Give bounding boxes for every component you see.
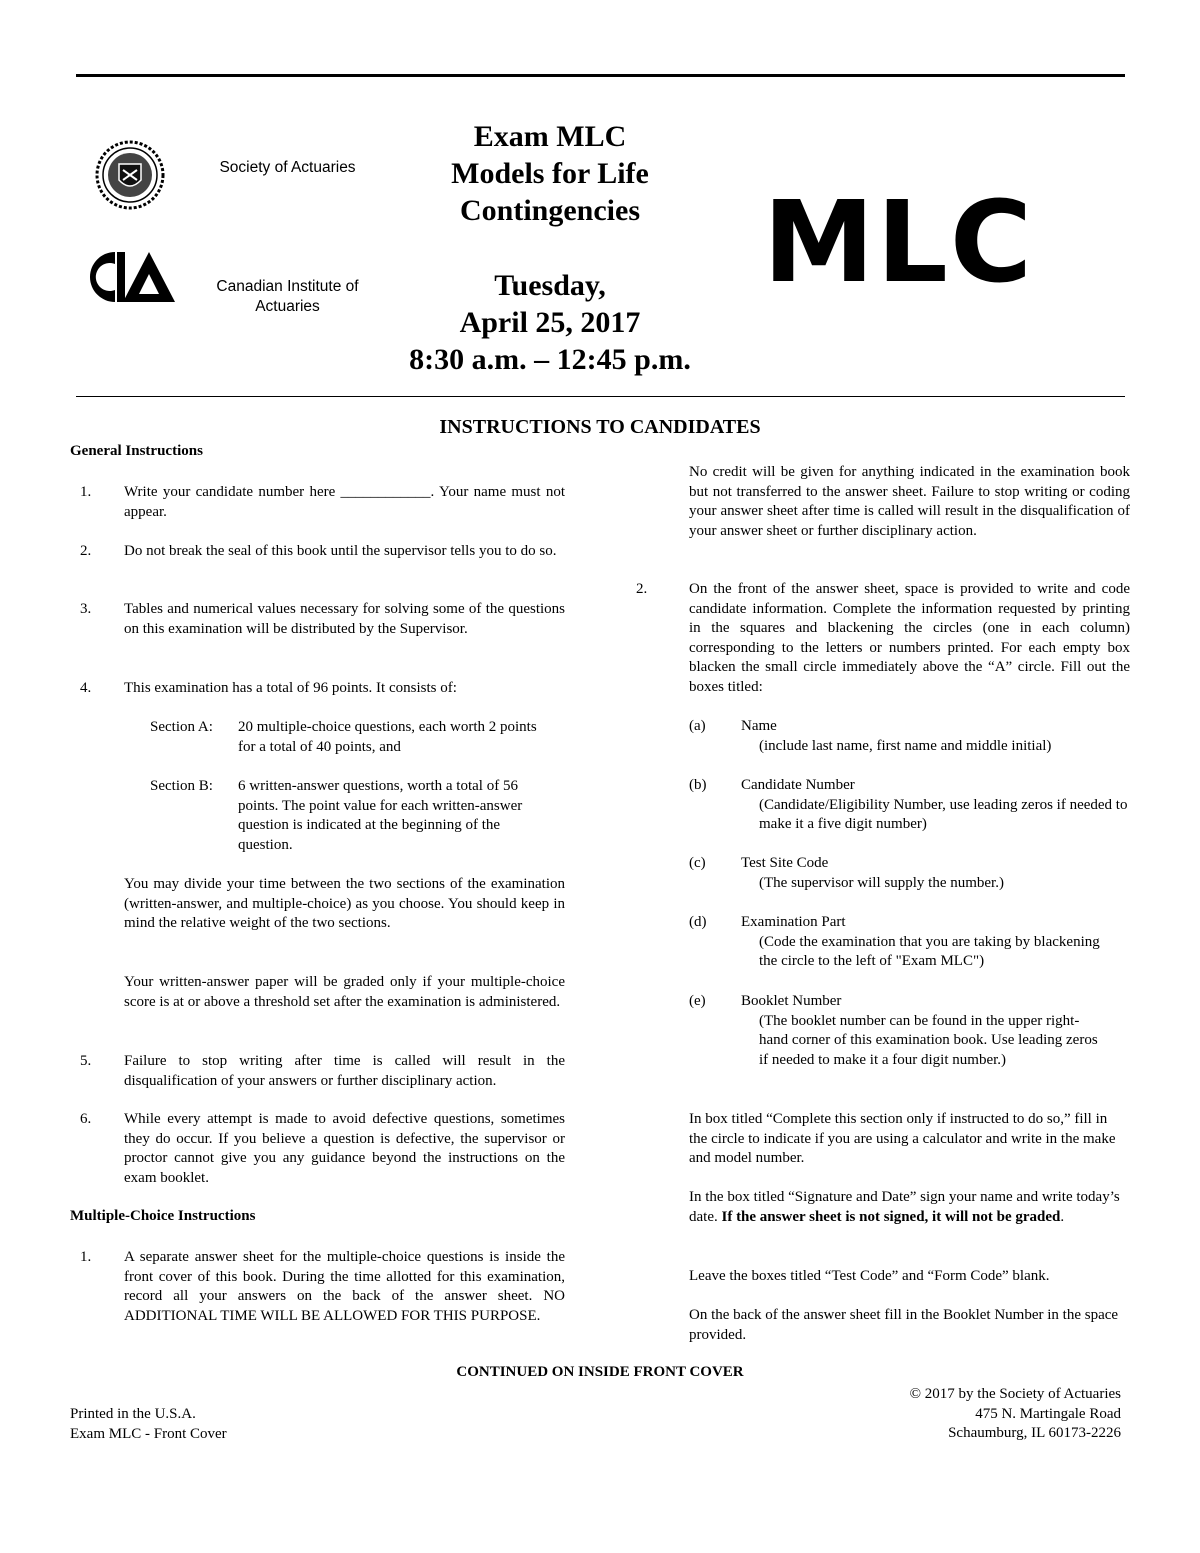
address-street: 475 N. Martingale Road bbox=[975, 1405, 1121, 1422]
mc-item-1 bbox=[70, 1248, 565, 1326]
box-e bbox=[689, 992, 1129, 1070]
page-label: Exam MLC - Front Cover bbox=[70, 1425, 227, 1442]
item-text: Write your candidate number here ____________. Your name must not appear. bbox=[124, 484, 565, 520]
box-desc: (include last name, first name and middle initial) bbox=[759, 737, 1052, 754]
soa-name: Society of Actuaries bbox=[219, 159, 356, 176]
exam-date-day: Tuesday, bbox=[494, 269, 606, 302]
box-d bbox=[689, 913, 1129, 972]
box-b bbox=[689, 776, 1129, 835]
para-written-graded: Your written-answer paper will be graded only if your multiple-choice score is at or above a threshold set after the examination is administered. bbox=[124, 974, 565, 1010]
printed-in: Printed in the U.S.A. bbox=[70, 1406, 196, 1422]
mc-item-2 bbox=[630, 580, 1130, 698]
box-title: Test Site Code bbox=[741, 855, 829, 871]
section-text: 6 written-answer questions, worth a total of 56 points. The point value for each written-answer question is indicated at the beginning of the question. bbox=[238, 778, 523, 853]
soa-seal-logo bbox=[93, 140, 167, 210]
para-no-credit: No credit will be given for anything indicated in the examination book but not transferred to the answer sheet. Failure to stop writing or coding your answer sheet after time is called will result in the disqualification of your answer sheet or further disciplinary action. bbox=[689, 464, 1130, 539]
para-signature bbox=[689, 1188, 1129, 1227]
para-calculator: In box titled “Complete this section only if instructed to do so,” fill in the circle to indicate if you are using a calculator and write in the make and model number. bbox=[689, 1111, 1116, 1167]
header-divider bbox=[76, 396, 1125, 397]
signature-end: . bbox=[1060, 1208, 1065, 1225]
item-number: 6. bbox=[80, 1111, 92, 1127]
para-codes: Leave the boxes titled “Test Code” and “Form Code” blank. bbox=[689, 1268, 1050, 1284]
item-number: 3. bbox=[80, 601, 92, 617]
item-text: Do not break the seal of this book until the supervisor tells you to do so. bbox=[124, 543, 557, 559]
item-number: 5. bbox=[80, 1053, 92, 1069]
item-text: A separate answer sheet for the multiple-choice questions is inside the front cover of this book. During the time allotted for this examination, record all your answers on the back of the answer sheet. NO ADDITIONAL TIME WILL BE ALLOWED FOR THIS PURPOSE. bbox=[124, 1249, 565, 1324]
section-b bbox=[150, 777, 560, 855]
cia-name-line2: Actuaries bbox=[255, 298, 320, 315]
exam-date-date: April 25, 2017 bbox=[459, 306, 641, 339]
continued-notice: CONTINUED ON INSIDE FRONT COVER bbox=[456, 1364, 744, 1380]
section-text: 20 multiple-choice questions, each worth 2 points for a total of 40 points, and bbox=[238, 719, 537, 755]
footer-right bbox=[780, 1385, 1121, 1444]
general-item-6 bbox=[70, 1110, 565, 1188]
box-letter: (b) bbox=[689, 777, 707, 793]
item-number: 1. bbox=[80, 484, 92, 500]
item-text: Failure to stop writing after time is called will result in the disqualification of your answers or further disciplinary action. bbox=[124, 1053, 565, 1089]
item-number: 2. bbox=[636, 581, 648, 597]
section-label: Section B: bbox=[150, 778, 213, 794]
cia-name bbox=[195, 277, 380, 317]
box-letter: (e) bbox=[689, 993, 706, 1009]
exam-code-large: MLC bbox=[763, 178, 1035, 308]
box-title: Name bbox=[741, 718, 777, 734]
box-desc: (The supervisor will supply the number.) bbox=[759, 874, 1004, 891]
item-text: While every attempt is made to avoid defective questions, sometimes they do occur. If you believe a question is defective, the supervisor or proctor cannot give you any guidance beyond the instructions on the exam booklet. bbox=[124, 1111, 565, 1186]
signature-text: In the box titled “Signature and Date” sign your name and write today’s date. bbox=[689, 1189, 1120, 1225]
exam-title-line1: Exam MLC bbox=[473, 120, 627, 153]
address-city: Schaumburg, IL 60173-2226 bbox=[948, 1425, 1121, 1442]
exam-title-line3: Contingencies bbox=[460, 194, 640, 227]
general-item-4 bbox=[70, 679, 565, 699]
box-title: Examination Part bbox=[741, 914, 846, 930]
general-heading: General Instructions bbox=[70, 443, 203, 459]
footer-left bbox=[70, 1405, 227, 1444]
item-number: 4. bbox=[80, 680, 92, 696]
item-text: Tables and numerical values necessary for solving some of the questions on this examination will be distributed by the Supervisor. bbox=[124, 601, 565, 637]
box-title: Booklet Number bbox=[741, 993, 842, 1009]
box-desc: (The booklet number can be found in the upper right-hand corner of this examination book. Use leading zeros if needed to make it a four digit number.) bbox=[759, 1012, 1098, 1068]
box-a bbox=[689, 717, 1129, 756]
top-rule bbox=[76, 74, 1125, 77]
signature-warning: If the answer sheet is not signed, it will not be graded bbox=[721, 1208, 1061, 1225]
general-item-2 bbox=[70, 542, 565, 562]
exam-date-time: 8:30 a.m. – 12:45 p.m. bbox=[409, 343, 691, 376]
cia-logo bbox=[87, 250, 177, 305]
box-letter: (c) bbox=[689, 855, 706, 871]
general-item-5 bbox=[70, 1052, 565, 1091]
item-text: This examination has a total of 96 points. It consists of: bbox=[124, 680, 457, 696]
box-letter: (d) bbox=[689, 914, 707, 930]
item-number: 2. bbox=[80, 543, 92, 559]
box-title: Candidate Number bbox=[741, 777, 855, 793]
item-number: 1. bbox=[80, 1249, 92, 1265]
exam-title bbox=[400, 118, 700, 229]
box-desc: (Candidate/Eligibility Number, use leading zeros if needed to make it a five digit number) bbox=[759, 796, 1128, 833]
mc-heading: Multiple-Choice Instructions bbox=[70, 1208, 256, 1224]
instructions-title: INSTRUCTIONS TO CANDIDATES bbox=[439, 416, 761, 438]
section-label: Section A: bbox=[150, 719, 213, 735]
copyright: © 2017 by the Society of Actuaries bbox=[909, 1386, 1121, 1402]
para-divide-time: You may divide your time between the two sections of the examination (written-answer, and multiple-choice) as you choose. You should keep in mind the relative weight of the two sections. bbox=[124, 876, 565, 932]
box-letter: (a) bbox=[689, 718, 706, 734]
general-item-3 bbox=[70, 600, 565, 639]
exam-title-line2: Models for Life bbox=[451, 157, 649, 190]
cia-name-line1: Canadian Institute of bbox=[216, 278, 359, 295]
box-c bbox=[689, 854, 1129, 893]
item-text: On the front of the answer sheet, space is provided to write and code candidate information. Complete the information requested by printing in the squares and blackening the circles (one in each column) corresponding to the letters or numbers printed. For each empty box blacken the small circle immediately above the “A” circle. Fill out the boxes titled: bbox=[689, 581, 1130, 695]
general-item-1 bbox=[70, 483, 565, 522]
para-back: On the back of the answer sheet fill in the Booklet Number in the space provided. bbox=[689, 1307, 1119, 1343]
exam-date bbox=[380, 267, 720, 378]
box-desc: (Code the examination that you are taking by blackening the circle to the left of "Exam MLC") bbox=[759, 933, 1100, 970]
section-a bbox=[150, 718, 560, 757]
